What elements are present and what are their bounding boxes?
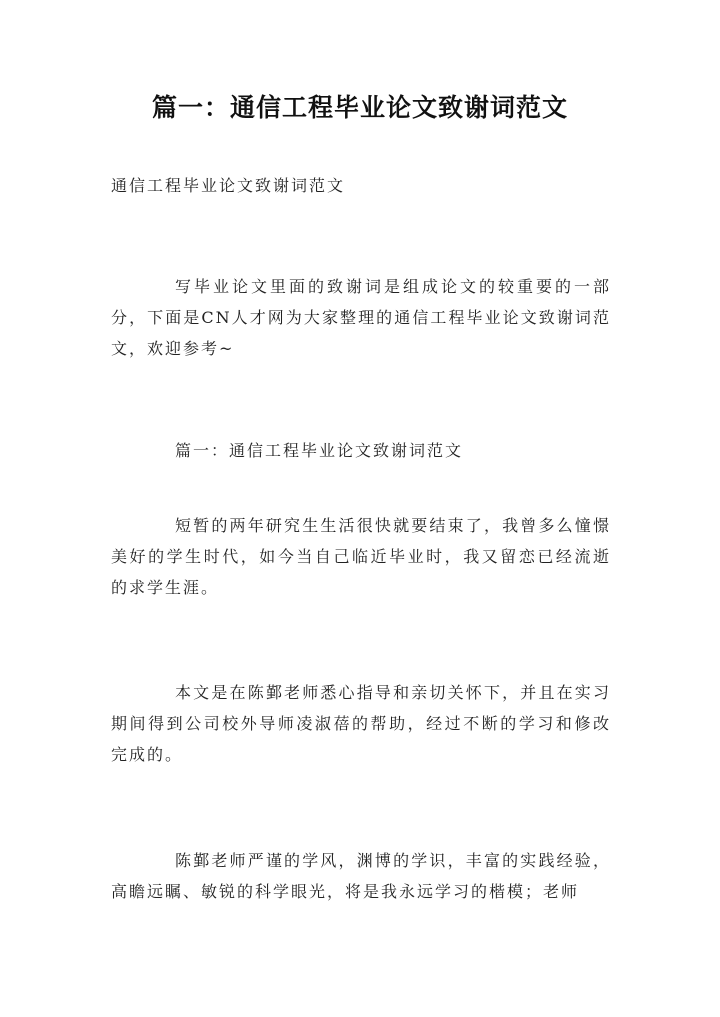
intro-paragraph: 写毕业论文里面的致谢词是组成论文的较重要的一部分，下面是CN人才网为大家整理的通信工程毕业论文致谢词范文，欢迎参考~ [111,277,611,358]
section-heading: 篇一：通信工程毕业论文致谢词范文 [175,441,464,460]
body-paragraph: 短暂的两年研究生生活很快就要结束了，我曾多么憧憬美好的学生时代，如今当自己临近毕业时，我又留恋已经流逝的求学生涯。 [111,516,611,597]
body-paragraph: 陈鄞老师严谨的学风，渊博的学识，丰富的实践经验，高瞻远瞩、敏锐的科学眼光，将是我永远学习的楷模；老师 [111,851,611,901]
page-title: 篇一：通信工程毕业论文致谢词范文 [151,93,568,122]
body-paragraph: 本文是在陈鄞老师悉心指导和亲切关怀下，并且在实习期间得到公司校外导师凌淑蓓的帮助，经过不断的学习和修改完成的。 [111,683,611,764]
document-subtitle: 通信工程毕业论文致谢词范文 [111,176,346,195]
